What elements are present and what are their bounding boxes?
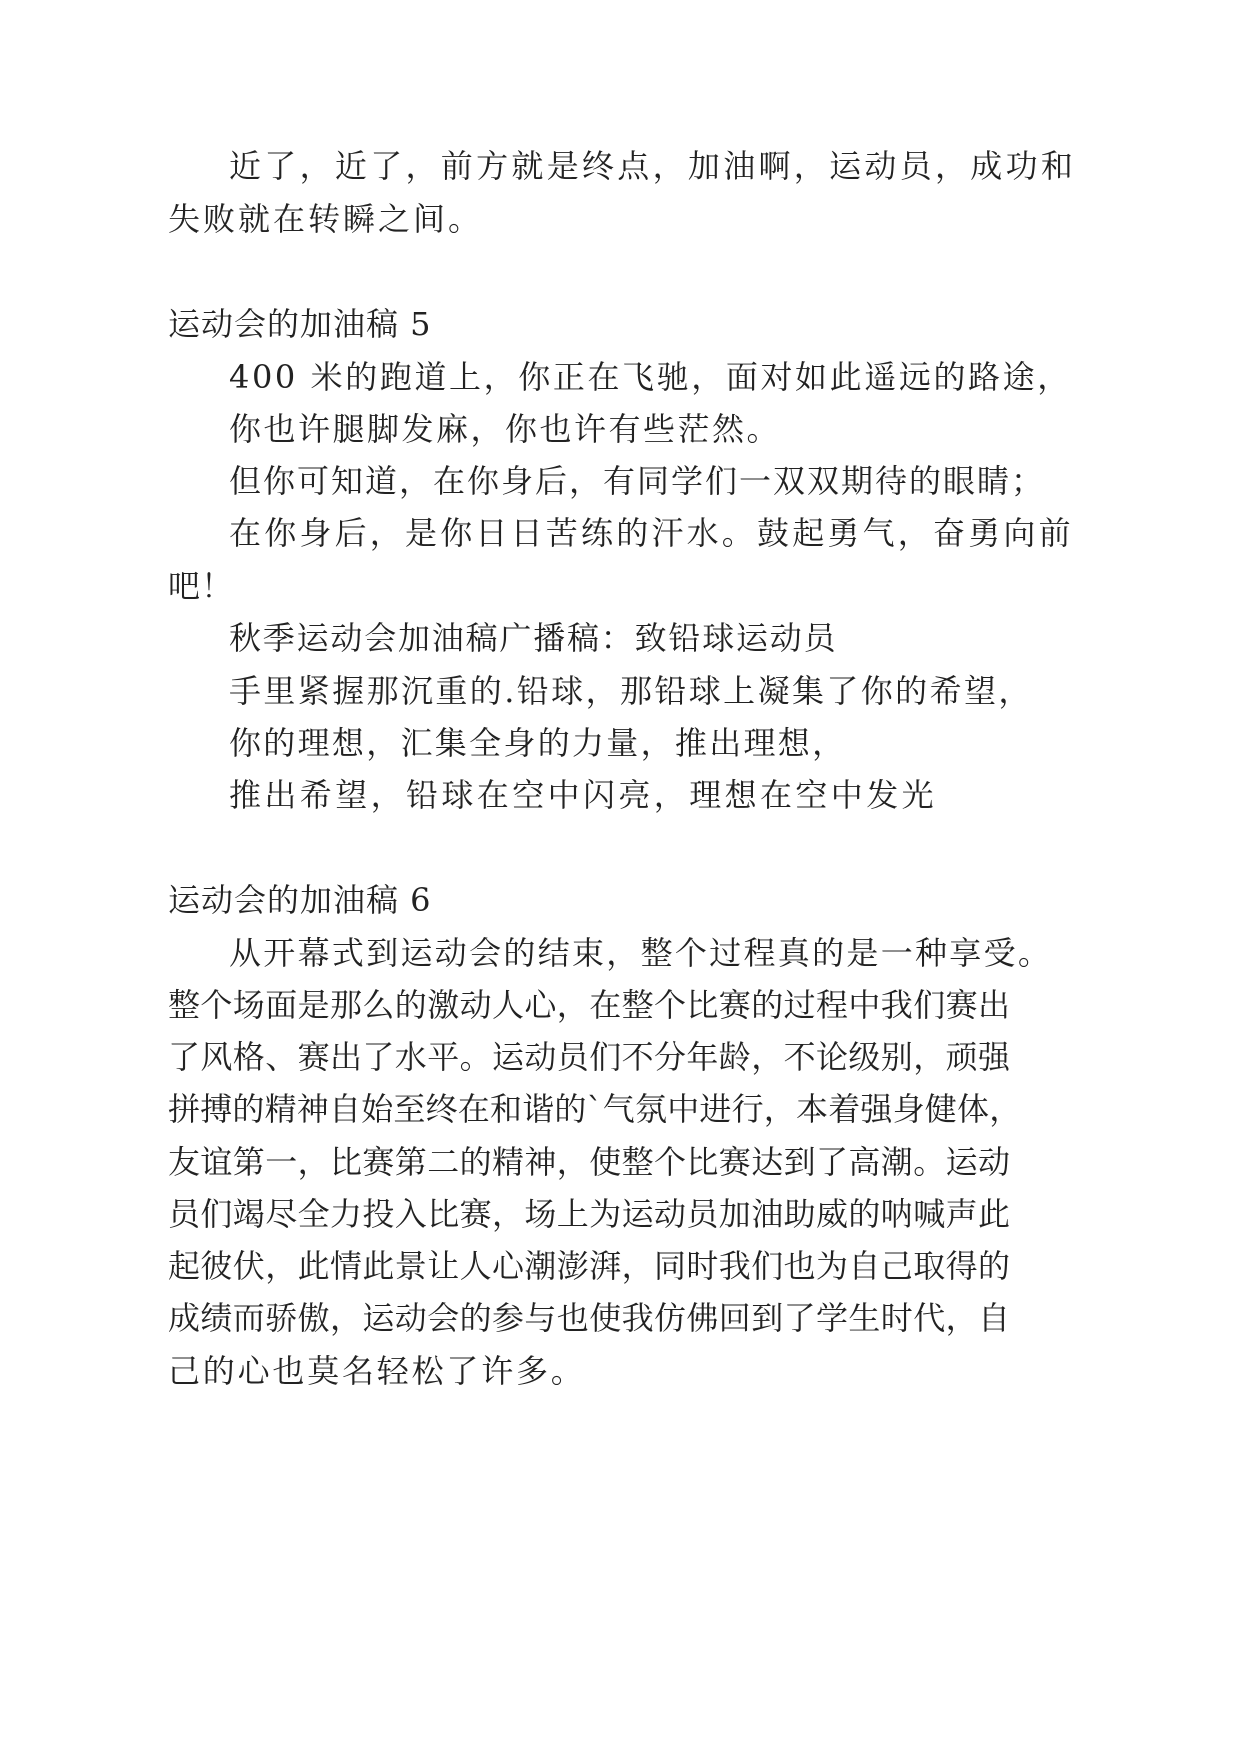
paragraph-line: 拼搏的精神自始至终在和谐的`气氛中进行，本着强身健体， xyxy=(168,1090,1022,1128)
paragraph-line: 你的理想，汇集全身的力量，推出理想， xyxy=(229,724,847,762)
paragraph-line: 友谊第一，比赛第二的精神，使整个比赛达到了高潮。运动 xyxy=(168,1143,1011,1181)
paragraph-line: 400 米的跑道上，你正在飞驰，面对如此遥远的路途， xyxy=(229,358,1072,396)
paragraph-line: 吧！ xyxy=(168,567,235,605)
section-heading: 运动会的加油稿 6 xyxy=(168,881,432,919)
section-heading: 运动会的加油稿 5 xyxy=(168,305,432,343)
paragraph-line: 员们竭尽全力投入比赛，场上为运动员加油助威的呐喊声此 xyxy=(168,1195,1011,1233)
paragraph-line: 起彼伏，此情此景让人心潮澎湃，同时我们也为自己取得的 xyxy=(168,1247,1011,1285)
paragraph-line: 了风格、赛出了水平。运动员们不分年龄，不论级别，顽强 xyxy=(168,1038,1011,1076)
paragraph-line: 己的心也莫名轻松了许多。 xyxy=(168,1352,586,1390)
paragraph-line: 整个场面是那么的激动人心，在整个比赛的过程中我们赛出 xyxy=(168,986,1011,1024)
paragraph-line: 但你可知道，在你身后，有同学们一双双期待的眼睛； xyxy=(229,462,1046,500)
paragraph-line: 成绩而骄傲，运动会的参与也使我仿佛回到了学生时代，自 xyxy=(168,1299,1011,1337)
paragraph-line: 在你身后，是你日日苦练的汗水。鼓起勇气，奋勇向前 xyxy=(229,514,1074,552)
paragraph-line: 你也许腿脚发麻，你也许有些茫然。 xyxy=(229,410,782,448)
paragraph-line: 从开幕式到运动会的结束，整个过程真的是一种享受。 xyxy=(229,934,1053,972)
paragraph-line: 近了，近了，前方就是终点，加油啊，运动员，成功和 xyxy=(229,147,1077,185)
paragraph-line: 手里紧握那沉重的.铅球，那铅球上凝集了你的希望， xyxy=(229,672,1033,710)
paragraph-line: 失败就在转瞬之间。 xyxy=(168,200,484,238)
paragraph-line: 秋季运动会加油稿广播稿：致铅球运动员 xyxy=(229,619,838,657)
paragraph-line: 推出希望，铅球在空中闪亮，理想在空中发光 xyxy=(229,776,938,814)
